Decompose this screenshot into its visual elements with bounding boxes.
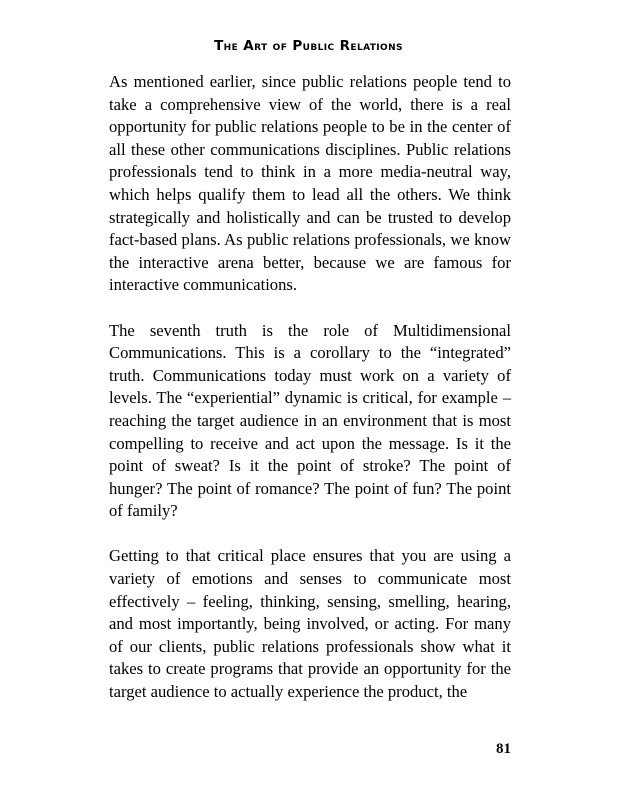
page-number: 81 — [496, 741, 511, 757]
running-head: The Art of Public Relations — [214, 38, 403, 54]
body-text — [109, 71, 511, 704]
paragraph-2: The seventh truth is the role of Multidimensional Communications. This is a corollary to the “integrated” truth. Communications today must work on a variety of levels. The “experiential” dynamic is critical, for example – reaching the target audience in an environment that is most compelling to receive and act upon the message. Is it the point of sweat? Is it the point of stroke? The point of hunger? The point of romance? The point of fun? The point of family? — [109, 320, 511, 521]
paragraph-1: As mentioned earlier, since public relations people tend to take a comprehensive view of the world, there is a real opportunity for public relations people to be in the center of all these other communications disciplines. Public relations professionals tend to think in a more media-neutral way, which helps qualify them to lead all the others. We think strategically and holistically and can be trusted to develop fact-based plans. As public relations professionals, we know the interactive arena better, because we are famous for interactive communications. — [109, 72, 511, 295]
paragraph-3: Getting to that critical place ensures that you are using a variety of emotions and senses to communicate most effectively – feeling, thinking, sensing, smelling, hearing, and most importantly, being involved, or acting. For many of our clients, public relations professionals show what it takes to create programs that provide an opportunity for the target audience to actually experience the product, the — [109, 546, 511, 702]
